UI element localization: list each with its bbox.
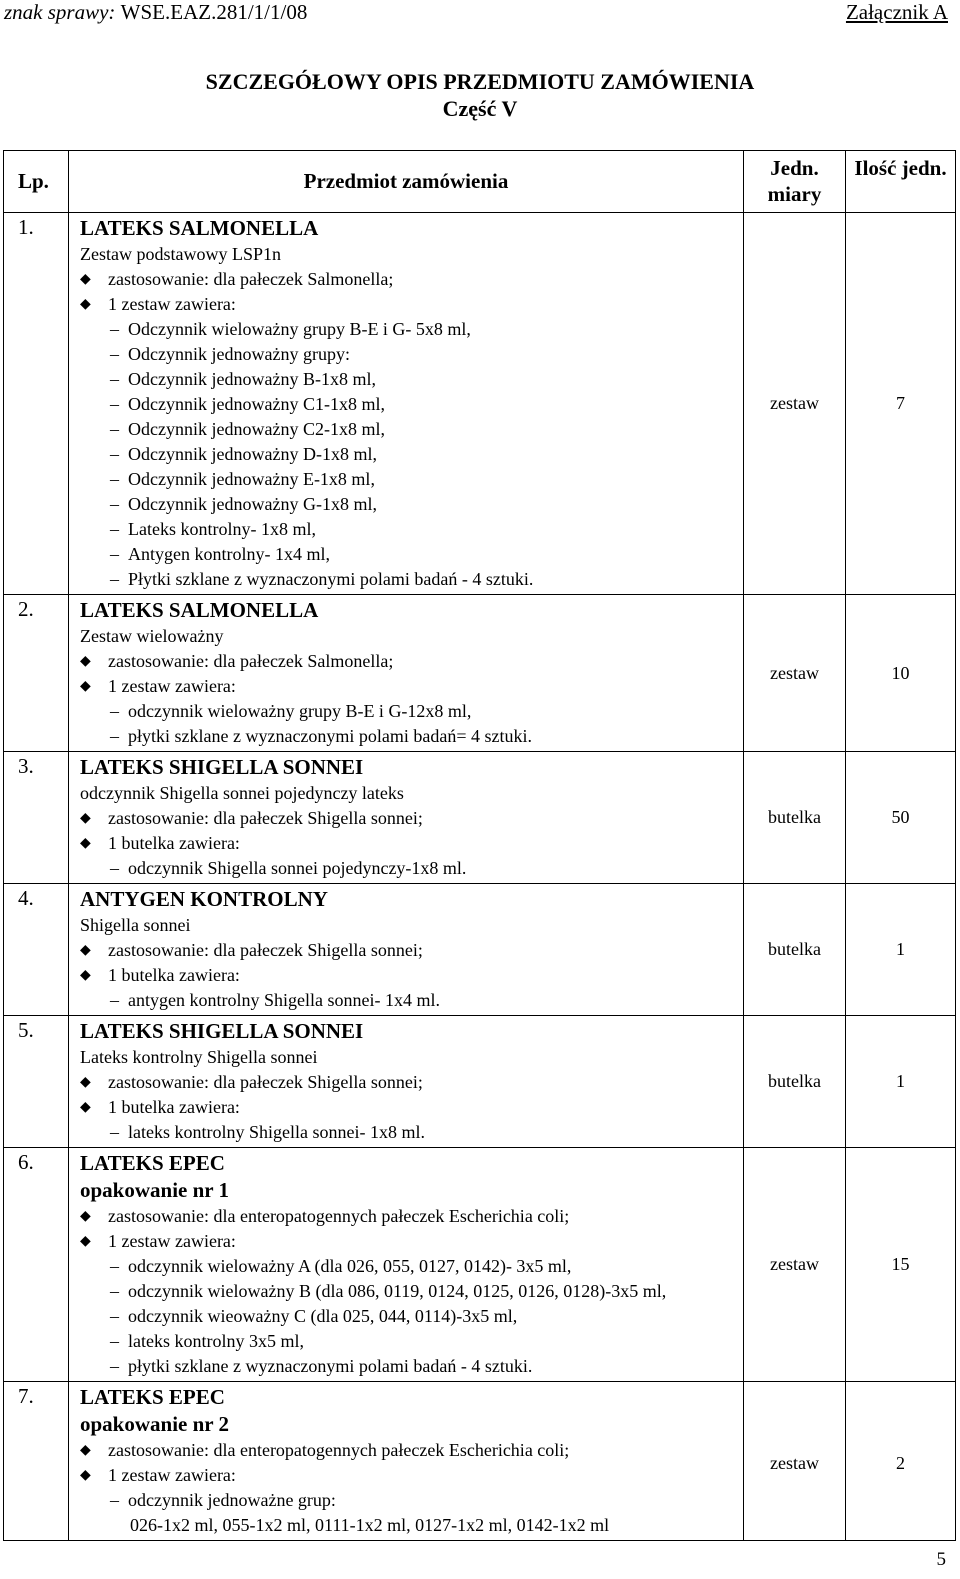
diamond-bullet-icon: ◆: [80, 1443, 91, 1458]
header-lp: Lp.: [4, 151, 69, 213]
dash-item: [80, 1354, 743, 1379]
dash-text: płytki szklane z wyznaczonymi polami badań= 4 sztuki.: [128, 726, 533, 746]
dash-text: Antygen kontrolny- 1x4 ml,: [128, 544, 330, 564]
bullet-item: [80, 649, 743, 674]
bullet-text: zastosowanie: dla pałeczek Shigella sonnei;: [108, 1072, 423, 1092]
dash-marker-icon: –: [110, 990, 119, 1010]
dash-text: antygen kontrolny Shigella sonnei- 1x4 ml.: [128, 990, 440, 1010]
bullet-text: 1 zestaw zawiera:: [108, 676, 236, 696]
bullet-item: [80, 1070, 743, 1095]
item-name: LATEKS EPEC: [80, 1151, 225, 1175]
bullet-text: zastosowanie: dla pałeczek Salmonella;: [108, 651, 394, 671]
table-row: [4, 884, 956, 1016]
row-number: 3.: [4, 752, 69, 884]
dash-item: [80, 367, 743, 392]
dash-marker-icon: –: [110, 726, 119, 746]
bullet-text: 1 zestaw zawiera:: [108, 294, 236, 314]
bullet-item: [80, 267, 743, 292]
row-number: 4.: [4, 884, 69, 1016]
unit-cell: zestaw: [744, 1382, 846, 1541]
row-number: 7.: [4, 1382, 69, 1541]
unit-cell: zestaw: [744, 595, 846, 752]
unit-cell: zestaw: [744, 213, 846, 595]
quantity-cell: 1: [846, 1016, 956, 1148]
dash-marker-icon: –: [110, 544, 119, 564]
dash-text: Odczynnik jednoważny G-1x8 ml,: [128, 494, 377, 514]
dash-item: [80, 542, 743, 567]
bullet-text: zastosowanie: dla enteropatogennych pałeczek Escherichia coli;: [108, 1440, 570, 1460]
quantity-cell: 10: [846, 595, 956, 752]
dash-text: Odczynnik jednoważny E-1x8 ml,: [128, 469, 375, 489]
table-row: [4, 752, 956, 884]
table-row: [4, 1148, 956, 1382]
dash-marker-icon: –: [110, 519, 119, 539]
dash-marker-icon: –: [110, 419, 119, 439]
document-subtitle: Część V: [442, 96, 518, 121]
bullet-text: zastosowanie: dla pałeczek Salmonella;: [108, 269, 394, 289]
dash-text: odczynnik Shigella sonnei pojedynczy-1x8 ml.: [128, 858, 467, 878]
dash-text: odczynnik wieloważny A (dla 026, 055, 0127, 0142)- 3x5 ml,: [128, 1256, 572, 1276]
dash-text: lateks kontrolny 3x5 ml,: [128, 1331, 304, 1351]
bullet-item: [80, 1204, 743, 1229]
header-item: Przedmiot zamówienia: [69, 151, 744, 213]
dash-item: [80, 1329, 743, 1354]
header-qty: Ilość jedn.: [846, 151, 956, 213]
quantity-cell: 50: [846, 752, 956, 884]
diamond-bullet-icon: ◆: [80, 811, 91, 826]
dash-item: [80, 317, 743, 342]
diamond-bullet-icon: ◆: [80, 1100, 91, 1115]
dash-item: [80, 1488, 743, 1513]
case-code: WSE.EAZ.281/1/1/08: [120, 0, 308, 24]
diamond-bullet-icon: ◆: [80, 968, 91, 983]
case-label: znak sprawy:: [4, 0, 116, 24]
dash-text: Odczynnik wieloważny grupy B-E i G- 5x8 ml,: [128, 319, 471, 339]
item-subtitle: odczynnik Shigella sonnei pojedynczy lateks: [80, 783, 404, 803]
row-number: 6.: [4, 1148, 69, 1382]
dash-marker-icon: –: [110, 494, 119, 514]
item-subtitle: Zestaw wieloważny: [80, 626, 224, 646]
item-subtitle: Lateks kontrolny Shigella sonnei: [80, 1047, 318, 1067]
bullet-text: 1 zestaw zawiera:: [108, 1465, 236, 1485]
dash-item: [80, 442, 743, 467]
dash-item: [80, 1254, 743, 1279]
dash-item: [80, 856, 743, 881]
unit-cell: butelka: [744, 1016, 846, 1148]
bullet-item: [80, 292, 743, 317]
dash-item: [80, 417, 743, 442]
dash-item: [80, 1120, 743, 1145]
item-name: LATEKS SALMONELLA: [80, 598, 319, 622]
table-row: [4, 1016, 956, 1148]
dash-marker-icon: –: [110, 1331, 119, 1351]
item-subtitle: Shigella sonnei: [80, 915, 191, 935]
quantity-cell: 2: [846, 1382, 956, 1541]
item-subtitle: opakowanie nr 1: [80, 1178, 229, 1202]
dash-text: odczynnik wieloważny grupy B-E i G-12x8 ml,: [128, 701, 472, 721]
item-description: [69, 752, 744, 884]
item-description: [69, 1148, 744, 1382]
dash-marker-icon: –: [110, 1356, 119, 1376]
item-subtitle: Zestaw podstawowy LSP1n: [80, 244, 281, 264]
dash-marker-icon: –: [110, 344, 119, 364]
page-number: 5: [936, 1549, 946, 1570]
bullet-item: [80, 1438, 743, 1463]
bullet-item: [80, 1229, 743, 1254]
dash-marker-icon: –: [110, 444, 119, 464]
dash-item: [80, 988, 743, 1013]
item-description: [69, 595, 744, 752]
bullet-text: 1 butelka zawiera:: [108, 1097, 240, 1117]
table-header-row: [4, 151, 956, 213]
dash-text: płytki szklane z wyznaczonymi polami badań - 4 sztuki.: [128, 1356, 533, 1376]
diamond-bullet-icon: ◆: [80, 1075, 91, 1090]
dash-marker-icon: –: [110, 394, 119, 414]
row-number: 2.: [4, 595, 69, 752]
dash-item: [80, 1279, 743, 1304]
dash-marker-icon: –: [110, 319, 119, 339]
bullet-item: [80, 806, 743, 831]
bullet-item: [80, 831, 743, 856]
dash-item: [80, 392, 743, 417]
diamond-bullet-icon: ◆: [80, 1234, 91, 1249]
dash-marker-icon: –: [110, 1281, 119, 1301]
unit-cell: butelka: [744, 752, 846, 884]
bullet-text: 1 zestaw zawiera:: [108, 1231, 236, 1251]
dash-text: Odczynnik jednoważny B-1x8 ml,: [128, 369, 376, 389]
dash-text: Lateks kontrolny- 1x8 ml,: [128, 519, 316, 539]
diamond-bullet-icon: ◆: [80, 297, 91, 312]
continuation-text: 026-1x2 ml, 055-1x2 ml, 0111-1x2 ml, 0127-1x2 ml, 0142-1x2 ml: [130, 1515, 610, 1535]
dash-item: [80, 1304, 743, 1329]
quantity-cell: 1: [846, 884, 956, 1016]
dash-item: [80, 567, 743, 592]
item-description: [69, 1016, 744, 1148]
item-name: LATEKS SHIGELLA SONNEI: [80, 755, 364, 779]
case-reference: [4, 0, 307, 25]
dash-marker-icon: –: [110, 369, 119, 389]
dash-text: Odczynnik jednoważny D-1x8 ml,: [128, 444, 377, 464]
bullet-text: zastosowanie: dla pałeczek Shigella sonnei;: [108, 940, 423, 960]
dash-text: Odczynnik jednoważny grupy:: [128, 344, 350, 364]
order-table: [3, 150, 956, 1541]
unit-cell: butelka: [744, 884, 846, 1016]
dash-text: Płytki szklane z wyznaczonymi polami badań - 4 sztuki.: [128, 569, 534, 589]
item-subtitle: opakowanie nr 2: [80, 1412, 229, 1436]
attachment-label: Załącznik A: [845, 0, 948, 24]
item-description: [69, 1382, 744, 1541]
dash-item: [80, 724, 743, 749]
diamond-bullet-icon: ◆: [80, 679, 91, 694]
dash-marker-icon: –: [110, 569, 119, 589]
table-row: [4, 1382, 956, 1541]
item-name: LATEKS EPEC: [80, 1385, 225, 1409]
dash-text: odczynnik wieloważny B (dla 086, 0119, 0124, 0125, 0126, 0128)-3x5 ml,: [128, 1281, 667, 1301]
dash-marker-icon: –: [110, 858, 119, 878]
dash-text: odczynnik jednoważne grup:: [128, 1490, 336, 1510]
dash-item: [80, 492, 743, 517]
bullet-text: zastosowanie: dla enteropatogennych pałeczek Escherichia coli;: [108, 1206, 570, 1226]
dash-text: odczynnik wieoważny C (dla 025, 044, 0114)-3x5 ml,: [128, 1306, 518, 1326]
bullet-item: [80, 963, 743, 988]
item-description: [69, 213, 744, 595]
dash-marker-icon: –: [110, 1256, 119, 1276]
document-title: SZCZEGÓŁOWY OPIS PRZEDMIOTU ZAMÓWIENIA: [205, 69, 755, 94]
dash-item: [80, 699, 743, 724]
header-unit: Jedn. miary: [744, 151, 846, 213]
unit-cell: zestaw: [744, 1148, 846, 1382]
dash-marker-icon: –: [110, 1306, 119, 1326]
dash-marker-icon: –: [110, 1122, 119, 1142]
bullet-item: [80, 1095, 743, 1120]
dash-text: lateks kontrolny Shigella sonnei- 1x8 ml.: [128, 1122, 425, 1142]
dash-text: Odczynnik jednoważny C2-1x8 ml,: [128, 419, 385, 439]
diamond-bullet-icon: ◆: [80, 272, 91, 287]
bullet-item: [80, 938, 743, 963]
bullet-item: [80, 674, 743, 699]
row-number: 5.: [4, 1016, 69, 1148]
quantity-cell: 7: [846, 213, 956, 595]
diamond-bullet-icon: ◆: [80, 836, 91, 851]
dash-marker-icon: –: [110, 701, 119, 721]
diamond-bullet-icon: ◆: [80, 654, 91, 669]
bullet-text: zastosowanie: dla pałeczek Shigella sonnei;: [108, 808, 423, 828]
item-name: ANTYGEN KONTROLNY: [80, 887, 328, 911]
item-description: [69, 884, 744, 1016]
quantity-cell: 15: [846, 1148, 956, 1382]
diamond-bullet-icon: ◆: [80, 943, 91, 958]
diamond-bullet-icon: ◆: [80, 1209, 91, 1224]
dash-item: [80, 467, 743, 492]
table-row: [4, 595, 956, 752]
item-name: LATEKS SALMONELLA: [80, 216, 319, 240]
dash-item: [80, 342, 743, 367]
bullet-text: 1 butelka zawiera:: [108, 833, 240, 853]
dash-marker-icon: –: [110, 1490, 119, 1510]
row-number: 1.: [4, 213, 69, 595]
bullet-text: 1 butelka zawiera:: [108, 965, 240, 985]
item-name: LATEKS SHIGELLA SONNEI: [80, 1019, 364, 1043]
dash-text: Odczynnik jednoważny C1-1x8 ml,: [128, 394, 385, 414]
bullet-item: [80, 1463, 743, 1488]
dash-item: [80, 517, 743, 542]
table-row: [4, 213, 956, 595]
diamond-bullet-icon: ◆: [80, 1468, 91, 1483]
dash-marker-icon: –: [110, 469, 119, 489]
